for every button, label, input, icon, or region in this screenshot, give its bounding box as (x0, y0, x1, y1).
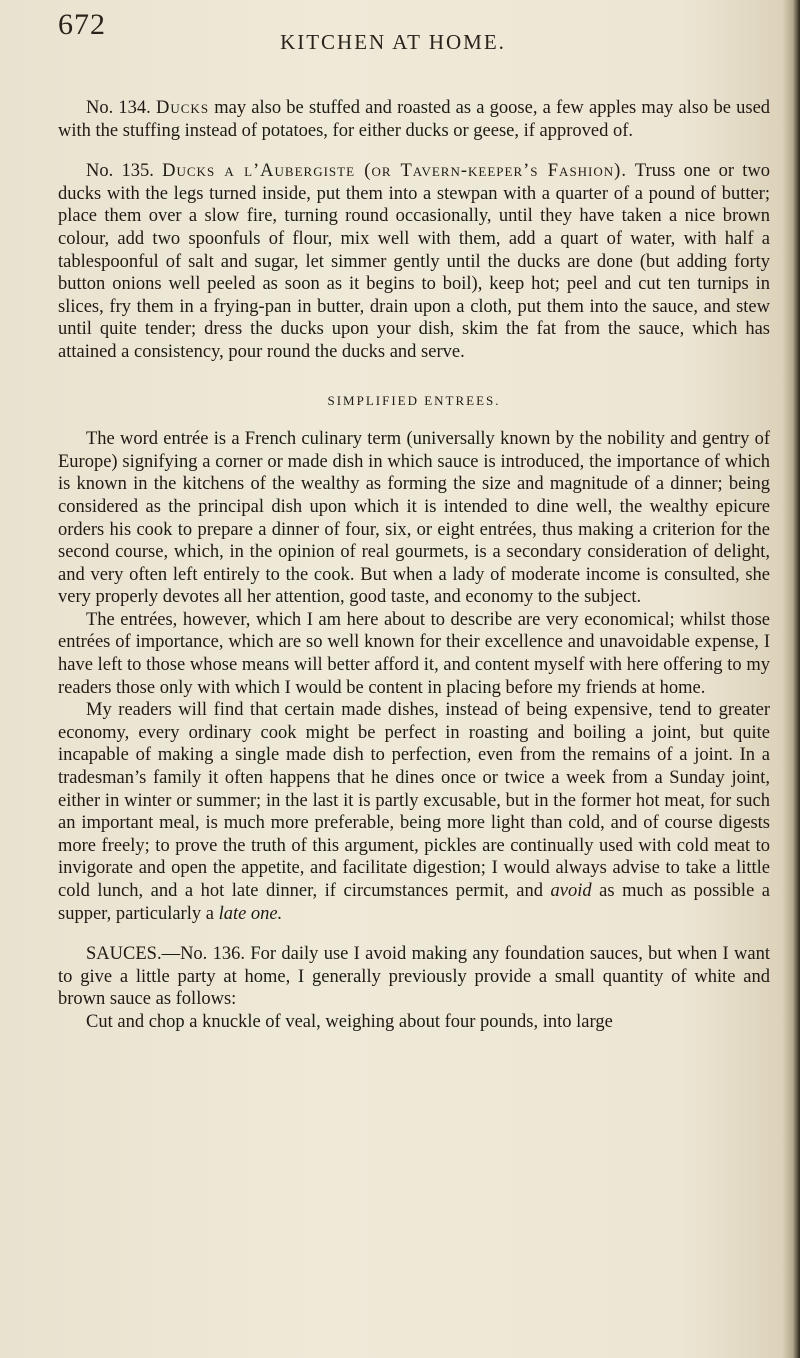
page-number: 672 (58, 8, 106, 41)
recipe-134-text: may also be stuffed and roasted as a goose, a few apples may also be used with the stuffing instead of potatoes, for either ducks or geese, if approved of. (58, 98, 771, 141)
recipe-134-number: No. 134. (86, 98, 151, 118)
recipe-134-title: Ducks (156, 98, 210, 118)
running-head: KITCHEN AT HOME. (280, 30, 506, 54)
emphasis-late-one: late one. (218, 903, 283, 924)
paragraph-gap (58, 925, 770, 943)
entrees-paragraph-3-main: My readers will find that certain made dishes, instead of being expensive, tend to greater economy, every ordinary cook might be perfect in roasting and boiling a joint, but quite incapable of making a single made dish to perfection, even from the remains of a joint. In a tradesman’s family it often happens that he dines once or twice a week from a Sunday joint, either in winter or summer; in the last it is partly excusable, but in the former hot meat, for such an important meal, is much more preferable, being more light than cold, and of course digests more freely; to prove the truth of this argument, pickles are continually used with cold meat to invigorate and open the appetite, and facilitate digestion; I would always advise to take a little cold lunch, and a hot late dinner, if circumstances permit, and (58, 700, 770, 901)
sauces-label: SAUCES.—No. 136. (86, 944, 246, 965)
sauces-paragraph (58, 943, 770, 1011)
entrees-paragraph-3 (58, 699, 770, 925)
sauces-continuation: Cut and chop a knuckle of veal, weighing about four pounds, into large (86, 1011, 613, 1032)
page-edge-shadow (782, 0, 800, 1358)
page-header (58, 8, 778, 58)
paragraph-gap (58, 142, 770, 160)
page-body (58, 97, 770, 1034)
section-heading: SIMPLIFIED ENTREES. (327, 392, 501, 408)
entrees-paragraph-1: The word entrée is a French culinary term (universally known by the nobility and gentry of Europe) signifying a corner or made dish in which sauce is introduced, the importance of which is known in the kitchens of the wealthy as forming the size and magnitude of a dinner; being considered as the principal dish upon which it is intended to dine well, the wealthy epicure orders his cook to prepare a dinner of four, six, or eight entrées, thus making a criterion for the second course, which, in the opinion of real gourmets, is a secondary consideration of delight, and very often left entirely to the cook. But when a lady of moderate income is consulted, she very properly devotes all her attention, good taste, and economy to the subject. (58, 429, 770, 608)
recipe-135-text: Truss one or two ducks with the legs turned inside, put them into a stewpan with a quarter of a pound of butter; place them over a slow fire, turning round occasionally, until they have taken a nice brown colour, add two spoonfuls of flour, mix well with them, add a quart of water, with half a tablespoonful of salt and sugar, let simmer gently until the ducks are done (but adding forty button onions well peeled as soon as it begins to boil), keep hot; peel and cut ten turnips in slices, fry them in a frying-pan in butter, drain upon a cloth, put them into the sauce, and stew until quite tender; dress the ducks upon your dish, skim the fat from the sauce, which has attained a consistency, pour round the ducks and serve. (58, 161, 770, 362)
recipe-134 (58, 97, 770, 142)
entrees-paragraph-2: The entrées, however, which I am here about to describe are very economical; whilst those entrées of importance, which are so well known for their excellence and unavoidable expense, I have left to those whose means will better afford it, and content myself with here offering to my readers those only with which I would be content in placing before my friends at home. (58, 609, 770, 698)
entrees-paragraph-3-mid: as much as possible a supper, particularly a (58, 881, 771, 924)
recipe-135-title: Ducks a l’Aubergiste (or Tavern-keeper’s Fashion). (162, 161, 627, 182)
emphasis-avoid: avoid (550, 881, 592, 901)
recipe-135 (58, 160, 770, 363)
recipe-135-number: No. 135. (86, 161, 154, 182)
sauces-text: For daily use I avoid making any foundation sauces, but when I want to give a little party at home, I generally previously provide a small quantity of white and brown sauce as follows: (58, 944, 770, 1010)
